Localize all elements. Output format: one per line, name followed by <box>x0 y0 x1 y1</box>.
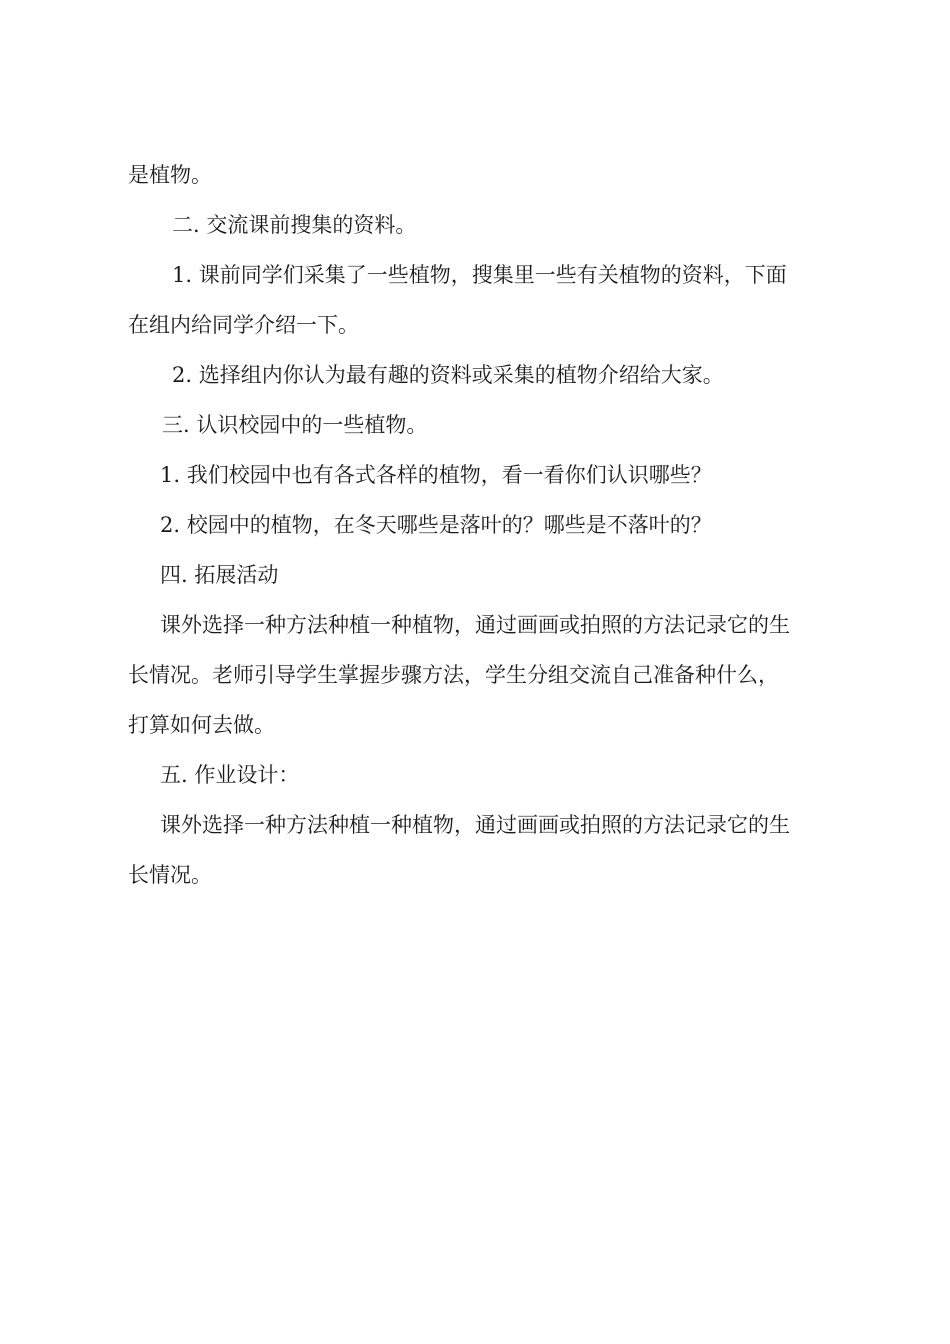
document-body <box>128 150 828 900</box>
section-heading: 四. 拓展活动 <box>160 563 279 587</box>
text-line: 是植物。 <box>128 163 212 187</box>
section-heading: 二. 交流课前搜集的资料。 <box>172 213 417 237</box>
text-line: 长情况。 <box>128 863 212 887</box>
text-line: 长情况。老师引导学生掌握步骤方法，学生分组交流自己准备种什么， <box>128 663 779 687</box>
text-line: 课外选择一种方法种植一种植物，通过画画或拍照的方法记录它的生 <box>160 813 790 837</box>
text-line: 课外选择一种方法种植一种植物，通过画画或拍照的方法记录它的生 <box>160 613 790 637</box>
text-line: 打算如何去做。 <box>128 713 275 737</box>
text-line: 1. 我们校园中也有各式各样的植物，看一看你们认识哪些？ <box>160 463 712 487</box>
section-heading: 五. 作业设计： <box>160 763 300 787</box>
text-line: 在组内给同学介绍一下。 <box>128 313 359 337</box>
text-line: 2. 选择组内你认为最有趣的资料或采集的植物介绍给大家。 <box>172 363 724 387</box>
text-line: 1. 课前同学们采集了一些植物，搜集里一些有关植物的资料，下面 <box>172 263 787 287</box>
section-heading: 三. 认识校园中的一些植物。 <box>162 413 428 437</box>
text-line: 2. 校园中的植物，在冬天哪些是落叶的？哪些是不落叶的？ <box>160 513 712 537</box>
